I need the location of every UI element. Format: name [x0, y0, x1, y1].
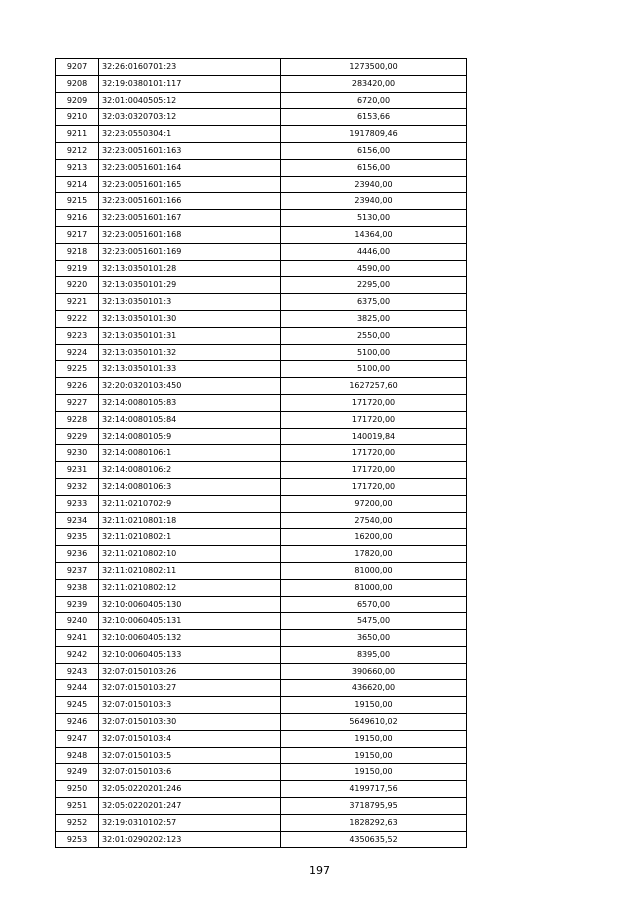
row-number: 9220 [56, 277, 99, 294]
table-row [56, 546, 467, 563]
row-number: 9217 [56, 226, 99, 243]
cadastral-value: 6375,00 [281, 294, 467, 311]
row-number: 9214 [56, 176, 99, 193]
table-row [56, 243, 467, 260]
table-row [56, 680, 467, 697]
cadastral-value: 19150,00 [281, 730, 467, 747]
table-body [56, 59, 467, 848]
table-row [56, 596, 467, 613]
cadastral-number: 32:11:0210802:11 [99, 562, 281, 579]
row-number: 9207 [56, 59, 99, 76]
table-row [56, 630, 467, 647]
row-number: 9230 [56, 445, 99, 462]
table-row [56, 462, 467, 479]
cadastral-value: 16200,00 [281, 529, 467, 546]
cadastral-number: 32:23:0051601:165 [99, 176, 281, 193]
cadastral-value: 2550,00 [281, 327, 467, 344]
table-row [56, 411, 467, 428]
cadastral-number: 32:01:0040505:12 [99, 92, 281, 109]
cadastral-value: 171720,00 [281, 394, 467, 411]
cadastral-value: 5649610,02 [281, 714, 467, 731]
table-row [56, 75, 467, 92]
cadastral-value: 171720,00 [281, 445, 467, 462]
cadastral-number: 32:07:0150103:3 [99, 697, 281, 714]
cadastral-number: 32:23:0550304:1 [99, 126, 281, 143]
row-number: 9223 [56, 327, 99, 344]
row-number: 9234 [56, 512, 99, 529]
cadastral-value: 81000,00 [281, 579, 467, 596]
cadastral-value: 27540,00 [281, 512, 467, 529]
cadastral-number: 32:14:0080106:1 [99, 445, 281, 462]
cadastral-value: 3650,00 [281, 630, 467, 647]
row-number: 9208 [56, 75, 99, 92]
table-row [56, 260, 467, 277]
row-number: 9212 [56, 142, 99, 159]
cadastral-value: 23940,00 [281, 176, 467, 193]
cadastral-number: 32:13:0350101:28 [99, 260, 281, 277]
cadastral-value: 14364,00 [281, 226, 467, 243]
cadastral-value: 4446,00 [281, 243, 467, 260]
cadastral-value: 171720,00 [281, 411, 467, 428]
row-number: 9240 [56, 613, 99, 630]
row-number: 9248 [56, 747, 99, 764]
cadastral-number: 32:07:0150103:27 [99, 680, 281, 697]
cadastral-value: 19150,00 [281, 697, 467, 714]
row-number: 9246 [56, 714, 99, 731]
cadastral-value: 1917809,46 [281, 126, 467, 143]
table-row [56, 176, 467, 193]
row-number: 9244 [56, 680, 99, 697]
cadastral-number: 32:10:0060405:132 [99, 630, 281, 647]
table-row [56, 781, 467, 798]
cadastral-number: 32:13:0350101:31 [99, 327, 281, 344]
cadastral-value: 81000,00 [281, 562, 467, 579]
cadastral-number: 32:14:0080105:84 [99, 411, 281, 428]
cadastral-number: 32:23:0051601:167 [99, 210, 281, 227]
table-row [56, 478, 467, 495]
cadastral-value: 5100,00 [281, 344, 467, 361]
cadastral-number: 32:10:0060405:131 [99, 613, 281, 630]
cadastral-value: 3825,00 [281, 310, 467, 327]
table-row [56, 193, 467, 210]
table-row [56, 310, 467, 327]
table-row [56, 445, 467, 462]
cadastral-number: 32:10:0060405:133 [99, 646, 281, 663]
table-row [56, 294, 467, 311]
table-row [56, 697, 467, 714]
cadastral-value: 8395,00 [281, 646, 467, 663]
row-number: 9236 [56, 546, 99, 563]
row-number: 9215 [56, 193, 99, 210]
cadastral-number: 32:14:0080106:3 [99, 478, 281, 495]
row-number: 9245 [56, 697, 99, 714]
row-number: 9226 [56, 378, 99, 395]
row-number: 9232 [56, 478, 99, 495]
table-row [56, 361, 467, 378]
row-number: 9213 [56, 159, 99, 176]
row-number: 9252 [56, 814, 99, 831]
row-number: 9241 [56, 630, 99, 647]
cadastral-number: 32:23:0051601:169 [99, 243, 281, 260]
row-number: 9221 [56, 294, 99, 311]
cadastral-value: 6156,00 [281, 159, 467, 176]
row-number: 9224 [56, 344, 99, 361]
table-row [56, 562, 467, 579]
page-number: 197 [309, 864, 330, 877]
cadastral-number: 32:05:0220201:246 [99, 781, 281, 798]
cadastral-number: 32:03:0320703:12 [99, 109, 281, 126]
table-row [56, 714, 467, 731]
row-number: 9247 [56, 730, 99, 747]
table-row [56, 378, 467, 395]
cadastral-number: 32:23:0051601:163 [99, 142, 281, 159]
table-row [56, 814, 467, 831]
cadastral-value: 19150,00 [281, 764, 467, 781]
table-row [56, 210, 467, 227]
table-row [56, 798, 467, 815]
cadastral-value: 4590,00 [281, 260, 467, 277]
table-row [56, 59, 467, 76]
row-number: 9231 [56, 462, 99, 479]
cadastral-value: 390660,00 [281, 663, 467, 680]
cadastral-value: 2295,00 [281, 277, 467, 294]
row-number: 9229 [56, 428, 99, 445]
row-number: 9228 [56, 411, 99, 428]
row-number: 9250 [56, 781, 99, 798]
cadastral-number: 32:23:0051601:166 [99, 193, 281, 210]
cadastral-number: 32:01:0290202:123 [99, 831, 281, 848]
row-number: 9211 [56, 126, 99, 143]
cadastral-value: 6153,66 [281, 109, 467, 126]
table-row [56, 495, 467, 512]
table-row [56, 226, 467, 243]
row-number: 9238 [56, 579, 99, 596]
row-number: 9210 [56, 109, 99, 126]
cadastral-number: 32:07:0150103:4 [99, 730, 281, 747]
cadastral-number: 32:19:0380101:117 [99, 75, 281, 92]
table-row [56, 428, 467, 445]
table-row [56, 529, 467, 546]
cadastral-number: 32:07:0150103:26 [99, 663, 281, 680]
cadastral-value: 3718795,95 [281, 798, 467, 815]
row-number: 9239 [56, 596, 99, 613]
cadastral-number: 32:10:0060405:130 [99, 596, 281, 613]
table-row [56, 142, 467, 159]
row-number: 9249 [56, 764, 99, 781]
row-number: 9237 [56, 562, 99, 579]
cadastral-value: 6720,00 [281, 92, 467, 109]
row-number: 9251 [56, 798, 99, 815]
row-number: 9209 [56, 92, 99, 109]
table-row [56, 344, 467, 361]
cadastral-number: 32:20:0320103:450 [99, 378, 281, 395]
table-row [56, 579, 467, 596]
table-row [56, 394, 467, 411]
cadastral-number: 32:07:0150103:30 [99, 714, 281, 731]
cadastral-value: 5475,00 [281, 613, 467, 630]
cadastral-number: 32:14:0080105:83 [99, 394, 281, 411]
cadastral-number: 32:13:0350101:33 [99, 361, 281, 378]
row-number: 9222 [56, 310, 99, 327]
table-row [56, 277, 467, 294]
cadastral-number: 32:07:0150103:6 [99, 764, 281, 781]
cadastral-number: 32:13:0350101:32 [99, 344, 281, 361]
cadastral-number: 32:11:0210702:9 [99, 495, 281, 512]
row-number: 9243 [56, 663, 99, 680]
table-row [56, 512, 467, 529]
cadastral-number: 32:05:0220201:247 [99, 798, 281, 815]
table-row [56, 764, 467, 781]
table-row [56, 831, 467, 848]
cadastral-value: 140019,84 [281, 428, 467, 445]
cadastral-number: 32:14:0080106:2 [99, 462, 281, 479]
table-row [56, 613, 467, 630]
cadastral-value: 4350635,52 [281, 831, 467, 848]
cadastral-number: 32:11:0210802:1 [99, 529, 281, 546]
table-row [56, 92, 467, 109]
table-row [56, 747, 467, 764]
table-row [56, 126, 467, 143]
cadastral-value: 1828292,63 [281, 814, 467, 831]
cadastral-number: 32:07:0150103:5 [99, 747, 281, 764]
cadastral-number: 32:11:0210801:18 [99, 512, 281, 529]
row-number: 9242 [56, 646, 99, 663]
cadastral-number: 32:19:0310102:57 [99, 814, 281, 831]
cadastral-number: 32:14:0080105:9 [99, 428, 281, 445]
cadastral-value: 97200,00 [281, 495, 467, 512]
cadastral-value: 283420,00 [281, 75, 467, 92]
cadastral-value: 5130,00 [281, 210, 467, 227]
cadastral-value-table [55, 58, 467, 848]
row-number: 9253 [56, 831, 99, 848]
cadastral-value: 19150,00 [281, 747, 467, 764]
cadastral-number: 32:11:0210802:10 [99, 546, 281, 563]
cadastral-number: 32:23:0051601:168 [99, 226, 281, 243]
cadastral-value: 171720,00 [281, 462, 467, 479]
row-number: 9227 [56, 394, 99, 411]
row-number: 9216 [56, 210, 99, 227]
table-row [56, 646, 467, 663]
cadastral-number: 32:13:0350101:3 [99, 294, 281, 311]
table-row [56, 663, 467, 680]
cadastral-number: 32:11:0210802:12 [99, 579, 281, 596]
cadastral-value: 6156,00 [281, 142, 467, 159]
cadastral-number: 32:26:0160701:23 [99, 59, 281, 76]
cadastral-value: 4199717,56 [281, 781, 467, 798]
cadastral-value: 6570,00 [281, 596, 467, 613]
row-number: 9225 [56, 361, 99, 378]
table-row [56, 730, 467, 747]
table-row [56, 109, 467, 126]
cadastral-number: 32:13:0350101:30 [99, 310, 281, 327]
cadastral-number: 32:13:0350101:29 [99, 277, 281, 294]
cadastral-number: 32:23:0051601:164 [99, 159, 281, 176]
cadastral-value: 171720,00 [281, 478, 467, 495]
row-number: 9233 [56, 495, 99, 512]
row-number: 9219 [56, 260, 99, 277]
cadastral-value: 1627257,60 [281, 378, 467, 395]
cadastral-value: 23940,00 [281, 193, 467, 210]
table-row [56, 327, 467, 344]
cadastral-value: 1273500,00 [281, 59, 467, 76]
cadastral-value: 436620,00 [281, 680, 467, 697]
cadastral-value: 17820,00 [281, 546, 467, 563]
table-row [56, 159, 467, 176]
row-number: 9218 [56, 243, 99, 260]
row-number: 9235 [56, 529, 99, 546]
cadastral-value: 5100,00 [281, 361, 467, 378]
